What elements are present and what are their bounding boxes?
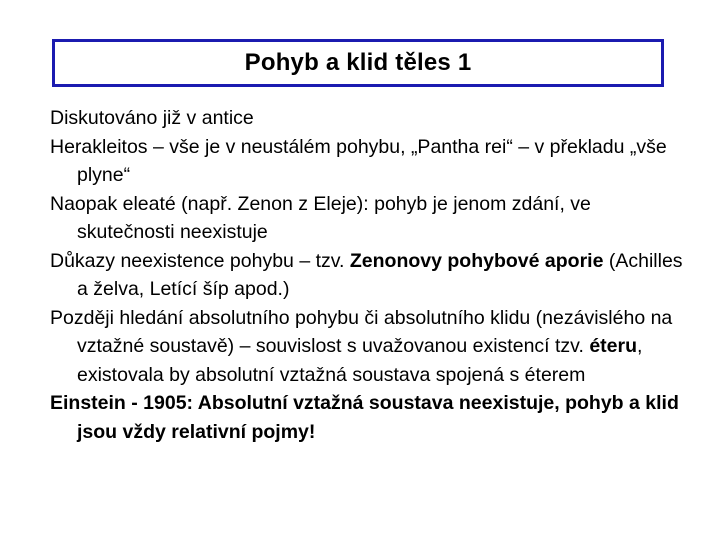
bold-term-aporie: Zenonovy pohybové aporie [349,249,604,272]
paragraph-text: Důkazy neexistence pohybu – tzv. [50,249,350,272]
slide-title: Pohyb a klid těles 1 [244,49,472,76]
paragraph-text: Herakleitos – vše je v neustálém pohybu, „Pantha rei“ – v překladu „vše plyne“ [50,135,667,186]
paragraph-text: Diskutováno již v antice [50,107,254,129]
paragraph-einstein [50,389,690,446]
paragraph-ether [50,304,690,390]
paragraph-text: Později hledání absolutního pohybu či absolutního klidu (nezávislého na vztažné soustavě) – souvislost s uvažovanou existencí tzv. [50,306,673,357]
bold-term-ether: éteru [589,335,637,357]
slide-content [50,104,690,446]
paragraph-herakleitos [50,133,690,190]
paragraph-text: , existovala by absolutní vztažná soustava spojená s éterem [77,335,643,386]
paragraph-zenon-aporie [50,247,690,304]
paragraph-antiquity [50,104,690,133]
paragraph-text: (Achilles a želva, Letící šíp apod.) [77,249,683,300]
title-box [52,39,664,87]
bold-conclusion: Einstein - 1905: Absolutní vztažná soustava neexistuje, pohyb a klid jsou vždy relativní pojmy! [50,392,679,443]
paragraph-text: Naopak eleaté (např. Zenon z Eleje): pohyb je jenom zdání, ve skutečnosti neexistuje [50,192,591,243]
paragraph-eleates [50,190,690,247]
